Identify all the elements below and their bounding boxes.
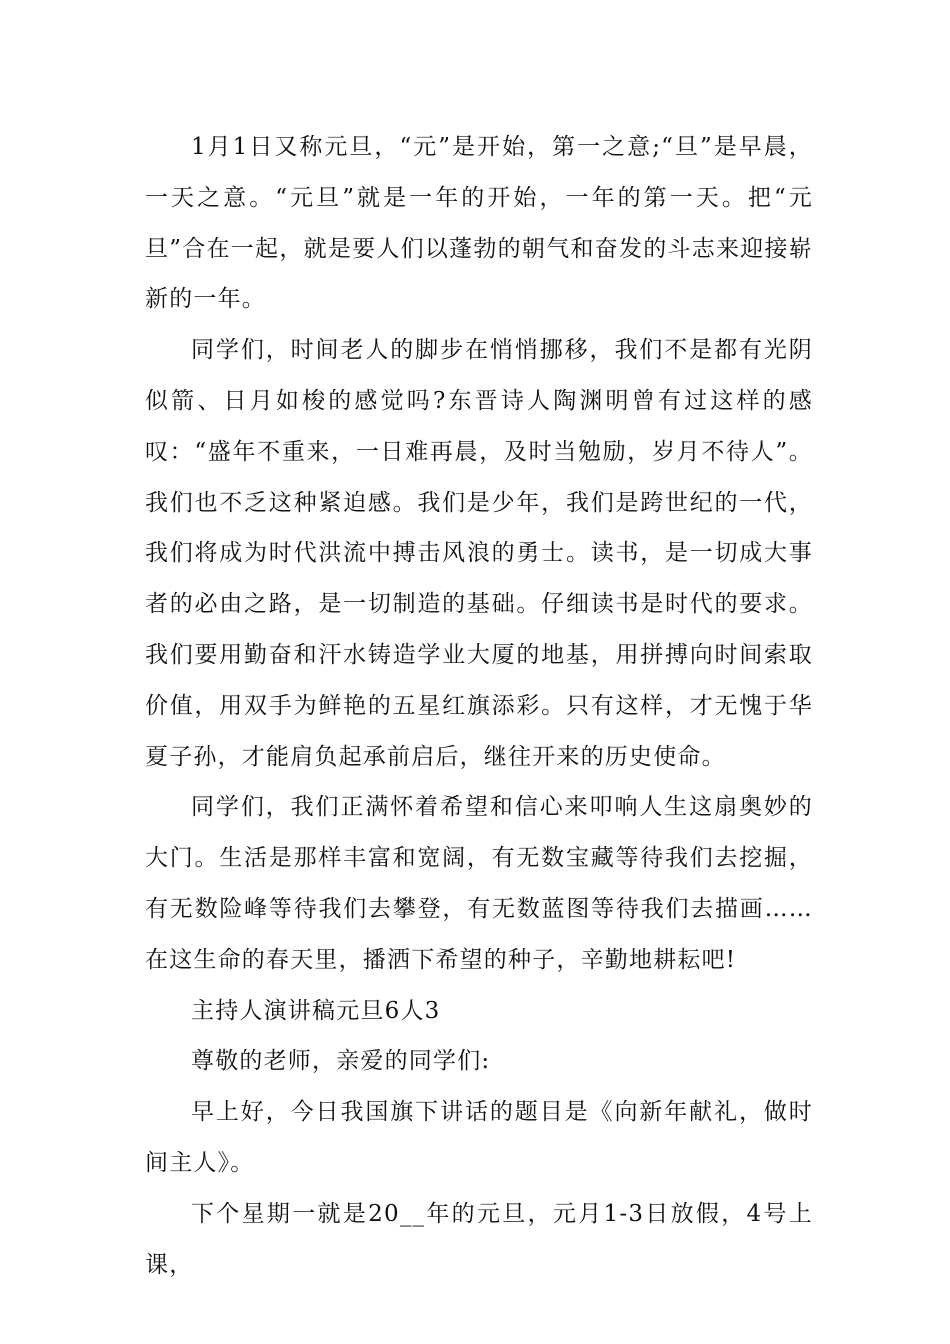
paragraph-speech-topic: 早上好，今日我国旗下讲话的题目是《向新年献礼，做时间主人》。 [145, 1099, 813, 1176]
paragraph-holiday-notice: 下个星期一就是20__年的元旦，元月1-3日放假，4号上课， [145, 1200, 813, 1278]
paragraph-life-door: 同学们，我们正满怀着希望和信心来叩响人生这扇奥妙的大门。生活是那样丰富和宽阔，有无数宝藏等待我们去挖掘，有无数险峰等待我们去攀登，有无数蓝图等待我们去描画……在这生命的春天里，播洒下希望的种子，辛勤地耕耘吧! [145, 794, 813, 973]
document-body [145, 122, 813, 1290]
section-heading: 主持人演讲稿元旦6人3 [191, 997, 441, 1024]
paragraph-time-passing: 同学们，时间老人的脚步在悄悄挪移，我们不是都有光阴似箭、日月如梭的感觉吗?东晋诗人陶渊明曾有过这样的感叹：“盛年不重来，一日难再晨，及时当勉励，岁月不待人”。我们也不乏这种紧迫感。我们是少年，我们是跨世纪的一代，我们将成为时代洪流中搏击风浪的勇士。读书，是一切成大事者的必由之路，是一切制造的基础。仔细读书是时代的要求。我们要用勤奋和汗水铸造学业大厦的地基，用拼搏向时间索取价值，用双手为鲜艳的五星红旗添彩。只有这样，才无愧于华夏子孙，才能肩负起承前启后，继往开来的历史使命。 [145, 337, 813, 770]
greeting-line: 尊敬的老师，亲爱的同学们: [191, 1048, 491, 1075]
paragraph-yuandan-meaning: 1月1日又称元旦，“元”是开始，第一之意;“旦”是早晨，一天之意。“元旦”就是一年的开始，一年的第一天。把“元旦”合在一起，就是要人们以蓬勃的朝气和奋发的斗志来迎接崭新的一年。 [145, 134, 813, 313]
